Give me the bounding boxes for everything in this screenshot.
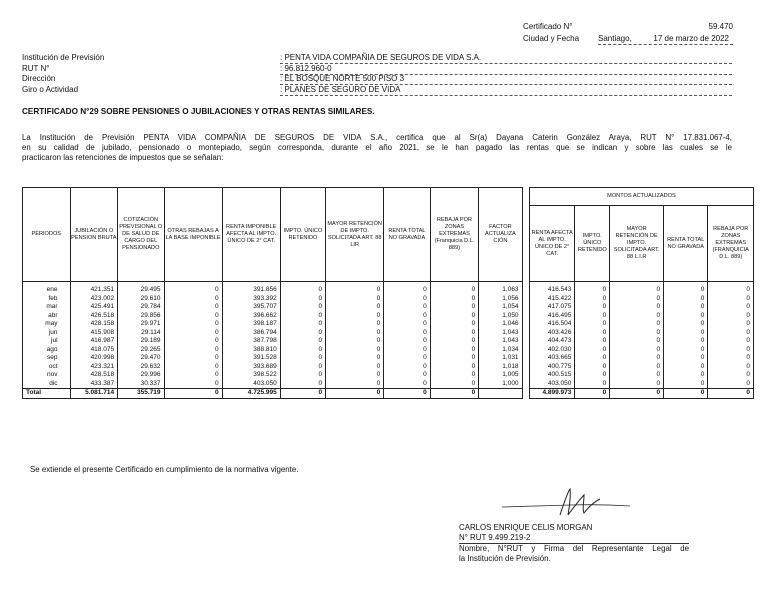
table-cell: 29.610 (118, 295, 164, 304)
table-cell: 0 (708, 303, 754, 312)
table-cell: 0 (664, 363, 708, 372)
table-cell: 0 (664, 282, 708, 295)
intro-line: practicaron las retenciones de impuestos que se señalan: (22, 153, 224, 162)
table-cell: 0 (664, 371, 708, 380)
signer-name: CARLOS ENRIQUE CELIS MORGAN (459, 523, 593, 532)
institution-field-row (22, 53, 732, 64)
table-cell: 0 (280, 354, 325, 363)
table-cell: 0 (430, 354, 479, 363)
table-row (23, 371, 754, 380)
header-factor: FACTOR ACTUALIZA CIÓN (479, 188, 522, 282)
table-cell: 391.528 (222, 354, 280, 363)
table-cell: ene (23, 282, 71, 295)
table-cell: 0 (384, 380, 430, 389)
table-cell: 0 (664, 303, 708, 312)
table-cell: 0 (280, 389, 325, 399)
header-otras-rebajas: OTRAS REBAJAS A LA BASE IMPONIBLE (164, 188, 222, 282)
table-cell: 0 (664, 312, 708, 321)
table-cell: 418.075 (70, 346, 118, 355)
table-cell: 386.794 (222, 329, 280, 338)
institution-field-label: Giro o Actividad (22, 84, 79, 94)
table-cell: 0 (430, 282, 479, 295)
table-cell: 0 (326, 354, 384, 363)
page-title: CERTIFICADO N°29 SOBRE PENSIONES O JUBILACIONES Y OTRAS RENTAS SIMILARES. (22, 107, 375, 116)
table-cell: 0 (384, 389, 430, 399)
institution-field-label: Dirección (22, 74, 56, 83)
table-cell: 0 (384, 337, 430, 346)
table-cell: 0 (280, 303, 325, 312)
table-cell: 0 (164, 329, 222, 338)
table-cell: 403.050 (222, 380, 280, 389)
gap-cell (522, 337, 529, 346)
table-cell (479, 389, 522, 399)
gap-cell (522, 363, 529, 372)
table-row (23, 363, 754, 372)
table-cell: 0 (575, 371, 610, 380)
table-cell: 0 (384, 282, 430, 295)
table-cell: 428.518 (70, 371, 118, 380)
table-cell: 0 (575, 329, 610, 338)
table-cell: 0 (610, 303, 664, 312)
table-cell: 0 (610, 312, 664, 321)
table-cell: 0 (430, 337, 479, 346)
table-cell: 0 (164, 380, 222, 389)
table-cell: 29.265 (118, 346, 164, 355)
institution-field-row (22, 85, 732, 96)
table-cell: 420.998 (70, 354, 118, 363)
table-cell: 404.473 (529, 337, 574, 346)
table-cell: 0 (164, 337, 222, 346)
intro-line: La Institución de Previsión PENTA VIDA COMPAÑIA DE SEGUROS DE VIDA S.A., certifica que al Sr(a) Dayana Caterin González Araya, RUT N° 17.831.067-4, (22, 133, 732, 142)
table-cell: 0 (384, 363, 430, 372)
table-cell: 29.470 (118, 354, 164, 363)
table-cell: 1,056 (479, 295, 522, 304)
table-cell: 0 (326, 303, 384, 312)
table-cell: 398.187 (222, 320, 280, 329)
table-cell: sep (23, 354, 71, 363)
table-cell: 0 (708, 329, 754, 338)
table-cell: 4.899.973 (529, 389, 574, 399)
table-row (23, 320, 754, 329)
table-cell: 0 (430, 329, 479, 338)
table-cell: 0 (280, 346, 325, 355)
table-cell: 0 (326, 371, 384, 380)
header-upd-mayor-retencion: MAYOR RETENCIÓN DE IMPTO. SOLICITADA ART. 88 L.I.R (610, 206, 664, 282)
table-cell: 0 (280, 337, 325, 346)
table-cell: jul (23, 337, 71, 346)
institution-field-value: : EL BOSQUE NORTE 500 PISO 3 (280, 74, 732, 85)
intro-line: en su calidad de jubilado, pensionado o montepiado, según corresponda, durante el año 2021, se le han pagado las rentas que se indican y sobre las cuales se le (22, 143, 732, 152)
table-cell: nov (23, 371, 71, 380)
table-cell: 0 (708, 389, 754, 399)
table-cell: 1,043 (479, 329, 522, 338)
table-cell: 0 (664, 346, 708, 355)
table-cell: 1,018 (479, 363, 522, 372)
table-cell: 0 (280, 380, 325, 389)
table-cell: 0 (164, 371, 222, 380)
table-cell: 30.337 (118, 380, 164, 389)
signature-caption-line1: Nombre, N°RUT y Firma del Representante Legal de (459, 544, 689, 553)
table-cell: ago (23, 346, 71, 355)
table-cell: 1,054 (479, 303, 522, 312)
gap-cell (522, 320, 529, 329)
table-cell: 393.392 (222, 295, 280, 304)
table-cell: 0 (164, 346, 222, 355)
table-cell: 0 (610, 295, 664, 304)
table-cell: 0 (610, 337, 664, 346)
table-cell: 1,063 (479, 282, 522, 295)
table-cell: abr (23, 312, 71, 321)
signer-rut: N° RUT 9.499.219-2 (459, 533, 531, 542)
certificate-number-row (523, 22, 733, 32)
gap-cell (522, 312, 529, 321)
table-cell: 416.987 (70, 337, 118, 346)
table-cell: 1,050 (479, 312, 522, 321)
table-cell: 0 (664, 329, 708, 338)
table-cell: 5.081.714 (70, 389, 118, 399)
table-cell: 0 (430, 295, 479, 304)
header-gap (522, 188, 529, 282)
table-cell: 0 (610, 389, 664, 399)
table-cell: 421.351 (70, 282, 118, 295)
table-cell: 0 (280, 295, 325, 304)
table-cell: 0 (610, 354, 664, 363)
table-cell: 0 (280, 320, 325, 329)
table-cell: 0 (575, 380, 610, 389)
table-cell: 1,031 (479, 354, 522, 363)
header-upd-renta-no-gravada: RENTA TOTAL NO GRAVADA (664, 206, 708, 282)
table-cell: 0 (664, 354, 708, 363)
table-cell: 0 (708, 320, 754, 329)
table-cell: 0 (664, 295, 708, 304)
header-upd-renta-afecta: RENTA AFECTA AL IMPTO. ÚNICO DE 2° CAT. (529, 206, 574, 282)
table-cell: 0 (664, 337, 708, 346)
table-cell: 0 (575, 312, 610, 321)
table-cell: 0 (610, 380, 664, 389)
table-cell: 391.856 (222, 282, 280, 295)
table-cell: 398.522 (222, 371, 280, 380)
gap-cell (522, 346, 529, 355)
header-upd-rebaja-zonas: REBAJA POR ZONAS EXTREMAS (FRANQUICIA D.L. 889) (708, 206, 754, 282)
table-cell: Total (23, 389, 71, 399)
signature-caption-line2: la Institución de Previsión. (459, 554, 551, 563)
gap-cell (522, 282, 529, 295)
table-cell: 400.515 (529, 371, 574, 380)
table-cell: 0 (430, 389, 479, 399)
table-cell: 0 (664, 389, 708, 399)
table-cell: 0 (326, 346, 384, 355)
institution-field-value: : PENTA VIDA COMPAÑIA DE SEGUROS DE VIDA S.A. (280, 53, 732, 64)
table-cell: 0 (430, 320, 479, 329)
table-cell: 426.518 (70, 312, 118, 321)
table-cell: 355.719 (118, 389, 164, 399)
signature-block (459, 523, 689, 564)
table-cell: 1,005 (479, 371, 522, 380)
table-cell: 29.632 (118, 363, 164, 372)
table-cell: 0 (708, 354, 754, 363)
table-cell: 387.798 (222, 337, 280, 346)
table-cell: 0 (708, 363, 754, 372)
table-cell: 0 (280, 363, 325, 372)
table-cell: 0 (575, 295, 610, 304)
city-date-value (598, 34, 733, 45)
header-montos-actualizados: MONTOS ACTUALIZADOS (529, 188, 753, 206)
table-cell: 0 (164, 303, 222, 312)
table-cell: 29.495 (118, 282, 164, 295)
institution-fields (22, 53, 732, 95)
table-cell: 0 (430, 346, 479, 355)
table-cell: 0 (326, 329, 384, 338)
header-upd-impto-unico: IMPTO. ÚNICO RETENIDO (575, 206, 610, 282)
table-cell: 0 (326, 363, 384, 372)
table-cell: 0 (384, 329, 430, 338)
table-cell: 416.543 (529, 282, 574, 295)
table-cell: 0 (664, 320, 708, 329)
table-cell: 403.665 (529, 354, 574, 363)
header-impto-unico: IMPTO. ÚNICO RETENIDO (280, 188, 325, 282)
table-cell: 29.784 (118, 303, 164, 312)
table-cell: 0 (384, 312, 430, 321)
table-row (23, 354, 754, 363)
table-cell: 0 (164, 363, 222, 372)
header-jubilacion: JUBILACIÓN O PENSION BRUTA (70, 188, 118, 282)
table-cell: 402.030 (529, 346, 574, 355)
table-cell: 0 (384, 371, 430, 380)
table-cell: 428.158 (70, 320, 118, 329)
gap-cell (522, 389, 529, 399)
table-cell: 393.689 (222, 363, 280, 372)
table-cell: 0 (610, 320, 664, 329)
header-periodos: PERIODOS (23, 188, 71, 282)
table-cell: 400.775 (529, 363, 574, 372)
city-date-label: Ciudad y Fecha (523, 34, 580, 43)
table-cell: 0 (664, 380, 708, 389)
table-cell: 0 (326, 337, 384, 346)
header-renta-no-gravada: RENTA TOTAL NO GRAVADA (384, 188, 430, 282)
table-cell: 0 (326, 389, 384, 399)
table-cell: 0 (575, 303, 610, 312)
table-row (23, 303, 754, 312)
table-cell: 0 (430, 380, 479, 389)
table-row (23, 337, 754, 346)
table-cell: dic (23, 380, 71, 389)
gap-cell (522, 303, 529, 312)
table-cell: 0 (708, 312, 754, 321)
table-cell: 0 (384, 320, 430, 329)
table-cell: 0 (280, 282, 325, 295)
table-row (23, 312, 754, 321)
table-row (23, 346, 754, 355)
city: Santiago, (598, 34, 632, 43)
table-cell: 417.075 (529, 303, 574, 312)
table-cell: 388.810 (222, 346, 280, 355)
table-cell: 0 (384, 354, 430, 363)
institution-field-label: RUT N° (22, 63, 50, 73)
table-cell: 0 (326, 380, 384, 389)
table-cell: 1,034 (479, 346, 522, 355)
table-cell: 0 (610, 346, 664, 355)
signature-scribble (500, 485, 640, 521)
table-cell: 0 (164, 354, 222, 363)
table-cell: 29.996 (118, 371, 164, 380)
table-cell: 403.050 (529, 380, 574, 389)
table-cell: 425.491 (70, 303, 118, 312)
table-row (23, 380, 754, 389)
gap-cell (522, 371, 529, 380)
table-cell: 0 (326, 320, 384, 329)
date: 17 de marzo de 2022 (653, 34, 729, 43)
table-cell: 0 (430, 371, 479, 380)
table-cell: 1,000 (479, 380, 522, 389)
gap-cell (522, 329, 529, 338)
table-cell: 1,046 (479, 320, 522, 329)
table-row (23, 329, 754, 338)
header-renta-imponible: RENTA IMPONIBLE AFECTA AL IMPTO. ÚNICO DE 2° CAT. (222, 188, 280, 282)
table-row (23, 295, 754, 304)
certificate-number: 59.470 (708, 22, 733, 31)
pension-table (22, 187, 754, 399)
table-cell: 0 (326, 295, 384, 304)
table-cell: 0 (164, 320, 222, 329)
table-cell: 0 (384, 295, 430, 304)
table-cell: 415.908 (70, 329, 118, 338)
gap-cell (522, 354, 529, 363)
table-cell: 0 (384, 346, 430, 355)
institution-field-value: : 96.812.960-0 (280, 64, 732, 75)
table-cell: 423.321 (70, 363, 118, 372)
intro-paragraph (22, 133, 732, 163)
table-cell: 0 (575, 363, 610, 372)
institution-field-row (22, 74, 732, 85)
header-rebaja-zonas: REBAJA POR ZONAS EXTREMAS (Franquicia D.L. 889) (430, 188, 479, 282)
table-cell: 4.725.995 (222, 389, 280, 399)
table-cell: oct (23, 363, 71, 372)
table-cell: 416.504 (529, 320, 574, 329)
institution-field-label: Institución de Previsión (22, 53, 105, 62)
table-cell: may (23, 320, 71, 329)
table-cell: 0 (708, 380, 754, 389)
table-cell: 0 (326, 282, 384, 295)
table-cell: 29.189 (118, 337, 164, 346)
table-cell: 0 (430, 312, 479, 321)
table-cell: 0 (430, 363, 479, 372)
table-cell: 0 (575, 282, 610, 295)
table-cell: 29.971 (118, 320, 164, 329)
total-row (23, 389, 754, 399)
table-cell: 0 (708, 337, 754, 346)
table-cell: feb (23, 295, 71, 304)
table-cell: 0 (610, 329, 664, 338)
table-cell: 0 (575, 337, 610, 346)
institution-field-row (22, 64, 732, 75)
table-cell: 416.495 (529, 312, 574, 321)
table-cell: 433.387 (70, 380, 118, 389)
table-cell: 403.426 (529, 329, 574, 338)
gap-cell (522, 380, 529, 389)
table-cell: 0 (575, 389, 610, 399)
header-mayor-retencion: MAYOR RETENCIÓN DE IMPTO. SOLICITADA ART. 88 LIR (326, 188, 384, 282)
footer-note: Se extiende el presente Certificado en cumplimiento de la normativa vigente. (30, 465, 299, 474)
table-cell: 0 (164, 312, 222, 321)
certificate-number-label: Certificado N° (523, 22, 573, 31)
table-cell: 0 (575, 354, 610, 363)
table-cell: 29.114 (118, 329, 164, 338)
table-cell: 0 (708, 295, 754, 304)
table-cell: 396.662 (222, 312, 280, 321)
table-cell: 0 (280, 329, 325, 338)
table-cell: 29.856 (118, 312, 164, 321)
table-cell: 0 (430, 303, 479, 312)
table-cell: 0 (575, 320, 610, 329)
city-date-row (523, 34, 733, 44)
table-cell: 0 (708, 371, 754, 380)
table-cell: 0 (164, 295, 222, 304)
table-cell: 0 (280, 312, 325, 321)
table-cell: 0 (708, 282, 754, 295)
table-cell: 1,043 (479, 337, 522, 346)
table-cell: 415.422 (529, 295, 574, 304)
table-cell: 0 (610, 371, 664, 380)
gap-cell (522, 295, 529, 304)
table-cell: 0 (280, 371, 325, 380)
table-cell: 0 (326, 312, 384, 321)
table-cell: 0 (575, 346, 610, 355)
header-cotizacion: COTIZACIÓN PREVISIONAL O DE SALUD DE CARGO DEL PENSIONADO (118, 188, 164, 282)
table-cell: 0 (164, 389, 222, 399)
institution-field-value: : PLANES DE SEGURO DE VIDA (280, 85, 732, 96)
table-row (23, 282, 754, 295)
table-cell: 0 (610, 282, 664, 295)
table-cell: 0 (708, 346, 754, 355)
table-cell: 0 (164, 282, 222, 295)
table-cell: 395.707 (222, 303, 280, 312)
table-cell: mar (23, 303, 71, 312)
table-cell: 423.002 (70, 295, 118, 304)
table-cell: 0 (384, 303, 430, 312)
table-cell: jun (23, 329, 71, 338)
table-cell: 0 (610, 363, 664, 372)
